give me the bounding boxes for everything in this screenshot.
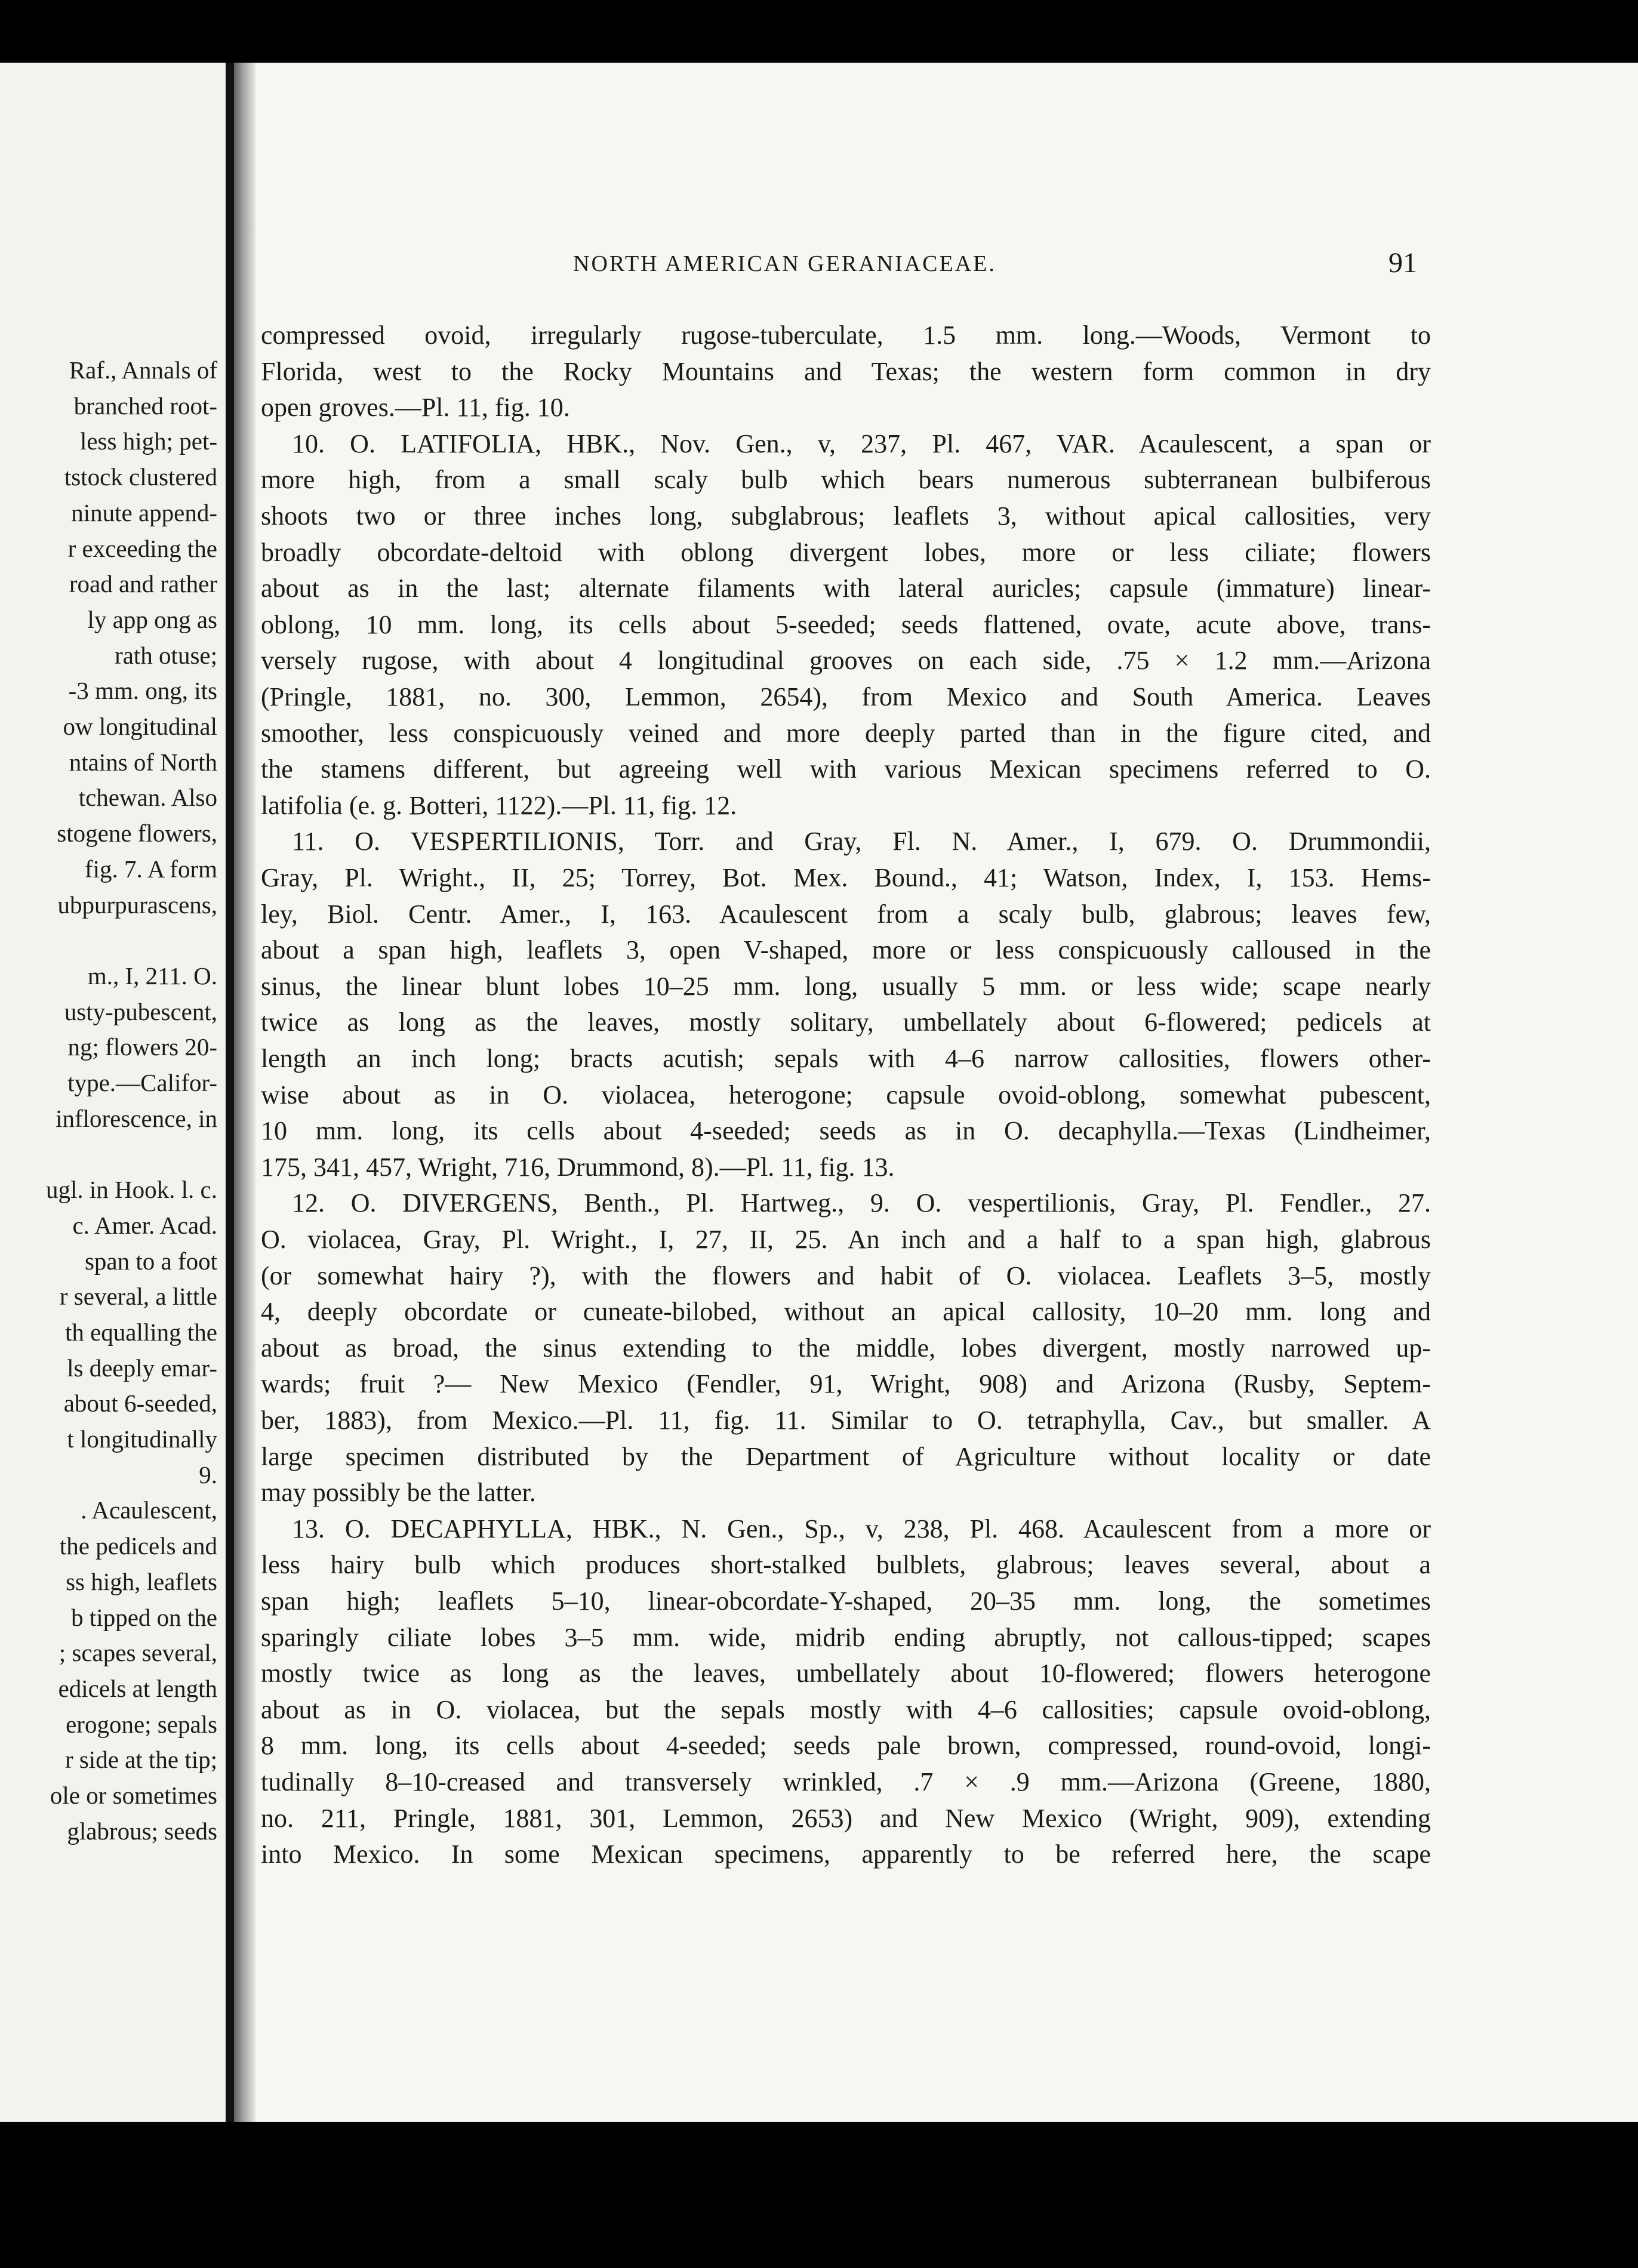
text-line: about a span high, leaflets 3, open V-shaped, more or less conspicuously calloused in the: [261, 935, 1431, 965]
text-line: span high; leaflets 5–10, linear-obcordate-Y-shaped, 20–35 mm. long, the sometimes: [261, 1586, 1431, 1616]
text-line: length an inch long; bracts acutish; sepals with 4–6 narrow callosities, flowers other-: [261, 1044, 1431, 1073]
text-line: about as in O. violacea, but the sepals mostly with 4–6 callosities; capsule ovoid-oblong,: [261, 1694, 1431, 1724]
text-line: compressed ovoid, irregularly rugose-tuberculate, 1.5 mm. long.—Woods, Vermont to: [261, 321, 1431, 350]
left-text-line: ; scapes several,: [59, 1639, 217, 1667]
gutter-dark-edge: [226, 63, 234, 2122]
text-line: twice as long as the leaves, mostly solitary, umbellately about 6-flowered; pedicels at: [261, 1007, 1431, 1037]
text-line: smoother, less conspicuously veined and more deeply parted than in the figure cited, and: [261, 718, 1431, 748]
left-text-line: the pedicels and: [59, 1532, 217, 1560]
text-line: 8 mm. long, its cells about 4-seeded; seeds pale brown, compressed, round-ovoid, longi-: [261, 1731, 1431, 1761]
text-line: sinus, the linear blunt lobes 10–25 mm. long, usually 5 mm. or less wide; scape nearly: [261, 971, 1431, 1001]
left-text-line: ugl. in Hook. l. c.: [46, 1176, 217, 1204]
left-text-line: stogene flowers,: [57, 819, 217, 848]
text-line: 175, 341, 457, Wright, 716, Drummond, 8).—Pl. 11, fig. 13.: [261, 1152, 895, 1182]
left-text-line: m., I, 211. O.: [87, 962, 217, 990]
left-text-line: r several, a little: [59, 1283, 217, 1311]
text-line: wise about as in O. violacea, heterogone; capsule ovoid-oblong, somewhat pubescent,: [261, 1080, 1431, 1110]
text-line: 10. O. LATIFOLIA, HBK., Nov. Gen., v, 237, Pl. 467, VAR. Acaulescent, a span or: [292, 429, 1431, 458]
text-line: tudinally 8–10-creased and transversely wrinkled, .7 × .9 mm.—Arizona (Greene, 1880,: [261, 1767, 1431, 1796]
text-line: latifolia (e. g. Botteri, 1122).—Pl. 11, fig. 12.: [261, 790, 737, 820]
left-text-line: ntains of North: [69, 748, 217, 776]
left-text-line: ninute append-: [71, 498, 217, 526]
left-text-line: 9.: [199, 1460, 217, 1489]
left-text-line: -3 mm. ong, its: [68, 677, 217, 705]
text-line: 10 mm. long, its cells about 4-seeded; seeds as in O. decaphylla.—Texas (Lindheimer,: [261, 1116, 1431, 1146]
left-text-line: tchewan. Also: [78, 784, 217, 812]
text-line: Florida, west to the Rocky Mountains and Texas; the western form common in dry: [261, 356, 1431, 386]
left-text-line: rath otuse;: [115, 641, 217, 669]
text-line: about as broad, the sinus extending to the middle, lobes divergent, mostly narrowed up-: [261, 1333, 1431, 1363]
text-line: about as in the last; alternate filaments with lateral auricles; capsule (immature) linear-: [261, 574, 1431, 603]
left-text-line: erogone; sepals: [66, 1710, 217, 1738]
text-line: more high, from a small scaly bulb which bears numerous subterranean bulbiferous: [261, 465, 1431, 495]
text-line: 4, deeply obcordate or cuneate-bilobed, without an apical callosity, 10–20 mm. long and: [261, 1297, 1431, 1327]
left-text-line: fig. 7. A form: [84, 855, 217, 883]
left-text-line: th equalling the: [64, 1318, 217, 1346]
text-line: 11. O. VESPERTILIONIS, Torr. and Gray, Fl. N. Amer., I, 679. O. Drummondii,: [292, 827, 1431, 856]
left-text-line: ow longitudinal: [63, 713, 217, 740]
left-text-line: ubpurpurascens,: [57, 890, 217, 919]
text-line: ber, 1883), from Mexico.—Pl. 11, fig. 11. Similar to O. tetraphylla, Cav., but smaller. A: [261, 1406, 1431, 1435]
left-text-line: road and rather: [69, 570, 217, 598]
left-text-line: about 6-seeded,: [63, 1389, 217, 1417]
left-text-line: usty-pubescent,: [64, 997, 217, 1025]
text-line: open groves.—Pl. 11, fig. 10.: [261, 393, 570, 423]
text-line: shoots two or three inches long, subglabrous; leaflets 3, without apical callosities, very: [261, 501, 1431, 531]
left-text-line: r exceeding the: [67, 534, 217, 562]
left-text-line: r side at the tip;: [64, 1746, 217, 1774]
left-text-line: t longitudinally: [67, 1425, 217, 1453]
text-line: broadly obcordate-deltoid with oblong divergent lobes, more or less ciliate; flowers: [261, 537, 1431, 567]
left-text-line: c. Amer. Acad.: [72, 1211, 217, 1239]
text-line: (or somewhat hairy ?), with the flowers and habit of O. violacea. Leaflets 3–5, mostly: [261, 1261, 1431, 1290]
left-text-line: ss high, leaflets: [66, 1567, 217, 1595]
text-line: 12. O. DIVERGENS, Benth., Pl. Hartweg., 9. O. vespertilionis, Gray, Pl. Fendler., 27.: [292, 1188, 1431, 1218]
left-text-line: Raf., Annals of: [69, 356, 217, 384]
text-line: O. violacea, Gray, Pl. Wright., I, 27, II, 25. An inch and a half to a span high, glabrous: [261, 1225, 1431, 1254]
left-text-line: edicels at length: [58, 1674, 217, 1702]
scanned-page: [0, 63, 1638, 2122]
text-line: (Pringle, 1881, no. 300, Lemmon, 2654), from Mexico and South America. Leaves: [261, 682, 1431, 711]
text-line: may possibly be the latter.: [261, 1478, 536, 1508]
left-text-line: inflorescence, in: [56, 1104, 217, 1132]
text-line: oblong, 10 mm. long, its cells about 5-seeded; seeds flattened, ovate, acute above, trans-: [261, 609, 1431, 639]
text-line: the stamens different, but agreeing well with various Mexican specimens referred to O.: [261, 754, 1431, 784]
left-text-line: ls deeply emar-: [67, 1354, 217, 1382]
left-text-line: span to a foot: [84, 1247, 217, 1275]
left-text-line: ly app ong as: [87, 605, 217, 633]
running-title: NORTH AMERICAN GERANIACEAE.: [573, 251, 996, 276]
page-number: 91: [1388, 247, 1417, 279]
left-text-line: branched root-: [73, 392, 217, 420]
text-line: mostly twice as long as the leaves, umbellately about 10-flowered; flowers heterogone: [261, 1659, 1431, 1688]
text-line: ley, Biol. Centr. Amer., I, 163. Acaulescent from a scaly bulb, glabrous; leaves few,: [261, 899, 1431, 929]
text-line: Gray, Pl. Wright., II, 25; Torrey, Bot. Mex. Bound., 41; Watson, Index, I, 153. Hems-: [261, 863, 1431, 892]
left-text-line: ng; flowers 20-: [67, 1033, 217, 1061]
text-line: large specimen distributed by the Department of Agriculture without locality or date: [261, 1441, 1431, 1471]
text-line: into Mexico. In some Mexican specimens, apparently to be referred here, the scape: [261, 1839, 1431, 1869]
text-line: versely rugose, with about 4 longitudinal grooves on each side, .75 × 1.2 mm.—Arizona: [261, 646, 1431, 676]
left-text-line: less high; pet-: [79, 427, 217, 455]
left-text-line: . Acaulescent,: [81, 1496, 217, 1524]
text-line: sparingly ciliate lobes 3–5 mm. wide, midrib ending abruptly, not callous-tipped; scapes: [261, 1622, 1431, 1652]
left-text-line: b tipped on the: [71, 1603, 217, 1631]
text-line: less hairy bulb which produces short-stalked bulblets, glabrous; leaves several, about a: [261, 1550, 1431, 1580]
text-line: wards; fruit ?— New Mexico (Fendler, 91, Wright, 908) and Arizona (Rusby, Septem-: [261, 1369, 1431, 1399]
text-line: no. 211, Pringle, 1881, 301, Lemmon, 2653) and New Mexico (Wright, 909), extending: [261, 1803, 1431, 1833]
left-page-fragment: [0, 63, 226, 2122]
left-text-line: ole or sometimes: [50, 1782, 217, 1809]
left-text-line: type.—Califor-: [67, 1069, 217, 1096]
left-text-line: glabrous; seeds: [67, 1817, 217, 1845]
left-text-line: tstock clustered: [64, 463, 217, 491]
text-line: 13. O. DECAPHYLLA, HBK., N. Gen., Sp., v, 238, Pl. 468. Acaulescent from a more or: [292, 1514, 1431, 1543]
